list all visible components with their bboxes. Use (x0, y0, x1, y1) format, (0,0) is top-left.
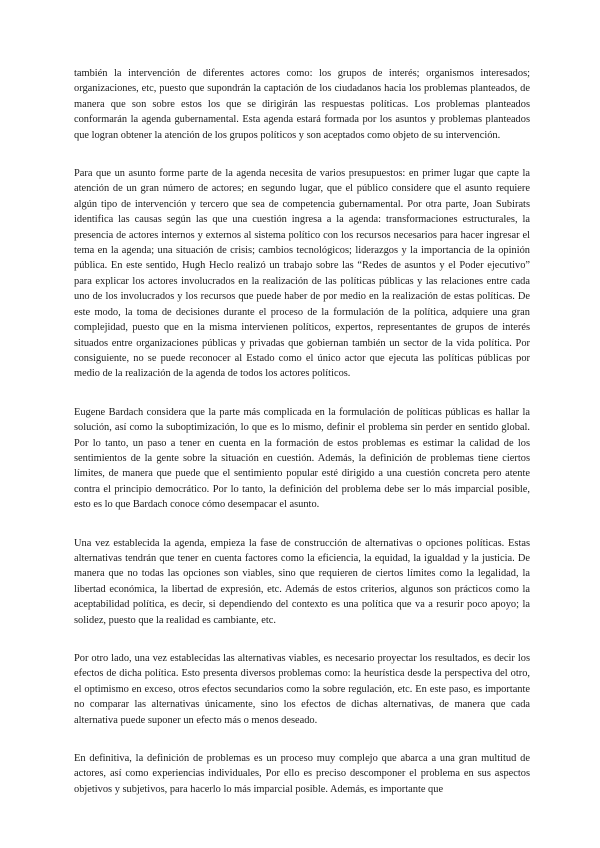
paragraph-agenda-requirements: Para que un asunto forme parte de la agenda necesita de varios presupuestos: en primer lugar que capte la atención de un gran número de actores; en segundo lugar, que el público considere que el asunto requiere algún tipo de intervención y tercero que sea de competencia gubernamental. Por otra parte, Joan Subirats identifica las causas según las que una cuestión ingresa a la agenda: transformaciones estructurales, la presencia de actores internos y externos al sistema político con los recursos necesarios para hacer ingresar el tema en la agenda; una situación de crisis; cambios tecnológicos; liderazgos y la importancia de la opinión pública. En este sentido, Hugh Heclo realizó un trabajo sobre las “Redes de asuntos y el Poder ejecutivo” para explicar los actores involucrados en la realización de las políticas públicas y las relaciones entre cada uno de los involucrados y los recursos que puede haber de por medio en la realización de estas políticas. De este modo, la toma de decisiones durante el proceso de la formulación de la política, adquiere una gran complejidad, puesto que en la misma intervienen políticos, expertos, representantes de grupos de interés situados entre organizaciones públicas y privadas que gobiernan también un sector de la vida política. Por consiguiente, no se puede reconocer al Estado como el único actor que ejecuta las políticas públicas por medio de la realización de la agenda de todos los actores políticos. (74, 168, 530, 380)
paragraph-conclusion: En definitiva, la definición de problemas es un proceso muy complejo que abarca a una gran multitud de actores, así como experiencias individuales, Por ello es preciso descomponer el problema en sus aspectos objetivos y subjetivos, para hacerlo lo más imparcial posible. Además, es importante que (74, 753, 530, 795)
paragraph-agenda-actors: también la intervención de diferentes actores como: los grupos de interés; organismos interesados; organizaciones, etc, puesto que supondrán la captación de los ciudadanos hacia los problemas planteados, de manera que son sobre estos los que se dirigirán las respuestas políticas. Los problemas planteados conformarán la agenda gubernamental. Esta agenda estará formada por los asuntos y problemas planteados que logran obtener la atención de los grupos políticos y son aceptados como objeto de su intervención. (74, 68, 530, 141)
paragraph-bardach-problem-definition: Eugene Bardach considera que la parte más complicada en la formulación de políticas públicas es hallar la solución, así como la suboptimización, lo que es lo mismo, definir el problema sin perder en sentido global. Por lo tanto, un paso a tener en cuenta en la formación de estos problemas es estimar la calidad de los sentimientos de la gente sobre la situación en cuestión. Además, la definición de problemas tiene ciertos límites, de manera que puede que el sentimiento popular esté dirigido a una cuestión concreta pero atente contra el principio democrático. Por lo tanto, la definición del problema debe ser lo más imparcial posible, esto es lo que Bardach conoce cómo desempacar el asunto. (74, 406, 530, 511)
paragraph-projected-outcomes: Por otro lado, una vez establecidas las alternativas viables, es necesario proyectar los resultados, es decir los efectos de dicha política. Esto presenta diversos problemas como: la heurística desde la perspectiva del otro, el optimismo en exceso, otros efectos secundarios como la sobre regulación, etc. En este paso, es importante no comparar las alternativas únicamente, sino los efectos de dichas alternativas, de manera que cada alternativa puede suponer un efecto más o menos deseado. (74, 653, 530, 726)
paragraph-policy-alternatives: Una vez establecida la agenda, empieza la fase de construcción de alternativas o opciones políticas. Estas alternativas tendrán que tener en cuenta factores como la eficiencia, la equidad, la igualdad y la justicia. De manera que no todas las opciones son viables, sino que requieren de ciertos límites como la legalidad, la libertad económica, la libertad de expresión, etc. Además de estos criterios, algunos son prácticos como la aceptabilidad política, es decir, si dependiendo del contexto es una política que va a resurir poco apoyo; la solidez, puesto que la realidad es cambiante, etc. (74, 537, 530, 626)
